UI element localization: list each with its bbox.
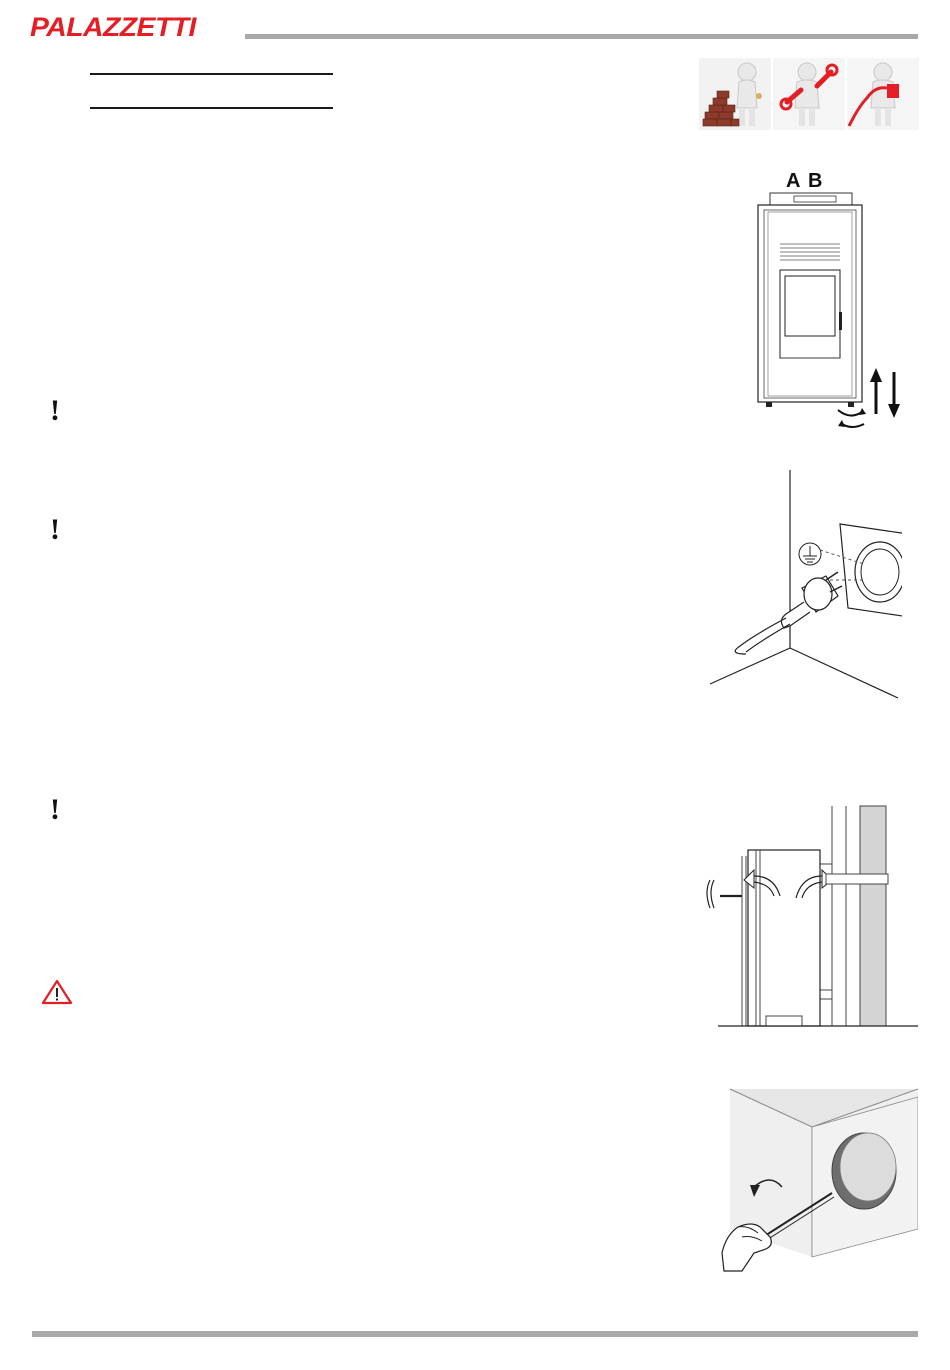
exclamation-icon: ! (50, 513, 60, 546)
section-title-rule-top (90, 73, 333, 75)
section-title-rule-bottom (90, 107, 333, 109)
technician-with-wrench-icon (773, 58, 845, 130)
exclamation-icon: ! (50, 793, 60, 826)
role-pictograms (699, 56, 919, 132)
wall-hole-figure (712, 1087, 918, 1273)
brand-logo: PALAZZETTI (30, 12, 196, 42)
electrician-with-cable-icon (847, 58, 919, 130)
stove-levelling-figure (738, 162, 908, 437)
footer-rule (32, 1331, 918, 1337)
wall-socket-figure (706, 468, 902, 700)
label-a: A (786, 170, 801, 192)
air-circulation-figure (700, 804, 920, 1030)
installer-with-bricks-icon (699, 58, 771, 130)
header-rule (245, 34, 918, 39)
exclamation-icon: ! (50, 394, 60, 427)
warning-triangle-icon (41, 979, 73, 1005)
label-b: B (808, 170, 823, 192)
